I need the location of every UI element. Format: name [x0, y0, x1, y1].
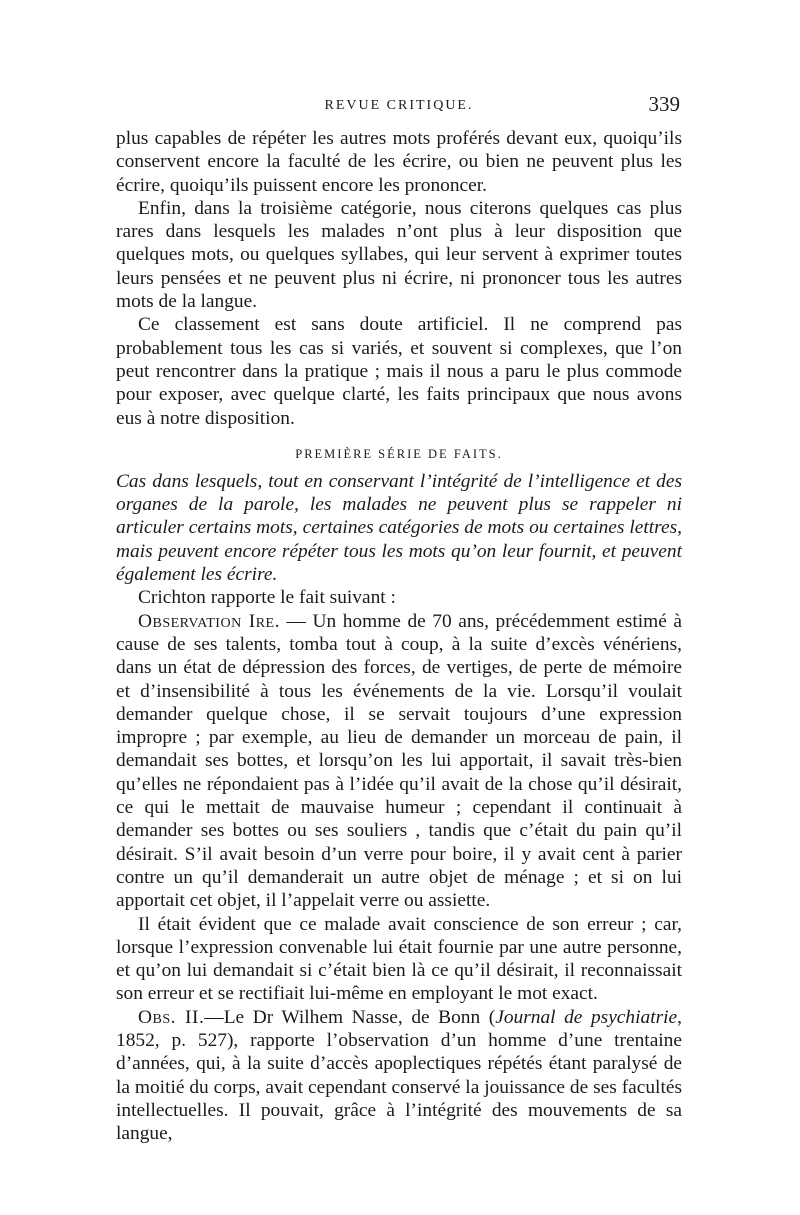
- running-head: REVUE CRITIQUE.: [324, 98, 474, 113]
- section-heading: PREMIÈRE SÉRIE DE FAITS.: [295, 446, 503, 461]
- observation-2-text-b: , 1852, p. 527), rapporte l’observation d’un homme d’une trentaine d’années, qui, à la suite d’accès apoplectiques répétés étant paralysé de la moitié du corps, avait cependant conservé la jouissance de ses facultés intellectuelles. Il pouvait, grâce à l’intégrité des mouvements de sa langue,: [116, 1006, 682, 1145]
- page-number: 339: [648, 92, 680, 116]
- page-body: [116, 127, 682, 1145]
- section-summary: Cas dans lesquels, tout en conservant l’intégrité de l’intelligence et des organes de la parole, les malades ne peuvent plus se rappeler ni articuler certains mots, certaines catégories de mots ou certaines lettres, mais peuvent encore répéter tous les mots qu’on leur fournit, et peuvent également les écrire.: [116, 470, 682, 586]
- observation-1-label: Observation Ire.: [138, 610, 280, 632]
- observation-1-text: — Un homme de 70 ans, précédemment estimé à cause de ses talents, tomba tout à coup, à la suite d’excès vénériens, dans un état de dépression des forces, de vertiges, de perte de mémoire et d’insensibilité à tous les événements de la vie. Lorsqu’il voulait demander quelque chose, il se servait toujours d’une expression impropre ; par exemple, au lieu de demander un morceau de pain, il demandait ses bottes, et lorsqu’on les lui apportait, il savait très-bien qu’elles ne répondaient pas à l’idée qu’il avait de la chose qu’il désirait, ce qui le mettait de mauvaise humeur ; cependant il continuait à demander ses bottes ou ses souliers , tandis que c’était du pain qu’il désirait. S’il avait besoin d’un verre pour boire, il y avait cent à parier contre un qu’il demanderait un autre objet de ménage ; et si on lui apportait cet objet, il l’appelait verre ou assiette.: [116, 610, 682, 912]
- observation-1-followup: Il était évident que ce malade avait conscience de son erreur ; car, lorsque l’expression convenable lui était fournie par une autre personne, et qu’on lui demandait si c’était bien là ce qu’il désirait, il reconnaissait son erreur et se rectifiait lui-même en employant le mot exact.: [116, 913, 682, 1005]
- observation-2-label: Obs. II.: [138, 1006, 205, 1028]
- page-header: [118, 92, 680, 122]
- observation-1: [116, 610, 682, 913]
- journal-title: Journal de psychiatrie: [495, 1006, 678, 1028]
- section-intro: Crichton rapporte le fait suivant :: [138, 587, 396, 609]
- observation-2: [116, 1006, 682, 1146]
- paragraph-continued: plus capables de répéter les autres mots proférés devant eux, quoiqu’ils conservent encore la faculté de les écrire, ou bien ne peuvent plus les écrire, quoiqu’ils puissent encore les prononcer.: [116, 128, 682, 196]
- observation-2-text-a: —Le Dr Wilhem Nasse, de Bonn (: [204, 1006, 496, 1028]
- paragraph-classification: Ce classement est sans doute artificiel. Il ne comprend pas probablement tous les cas si variés, et souvent si complexes, que l’on peut rencontrer dans la pratique ; mais il nous a paru le plus commode pour exposer, avec quelque clarté, les faits principaux que nous avons eus à notre disposition.: [116, 314, 682, 429]
- paragraph-third-category: Enfin, dans la troisième catégorie, nous citerons quelques cas plus rares dans lesquels les malades n’ont plus à leur disposition que quelques mots, ou quelques syllabes, qui leur servent à exprimer toutes leurs pensées et ne peuvent plus ni écrire, ni prononcer tous les autres mots de la langue.: [116, 197, 682, 313]
